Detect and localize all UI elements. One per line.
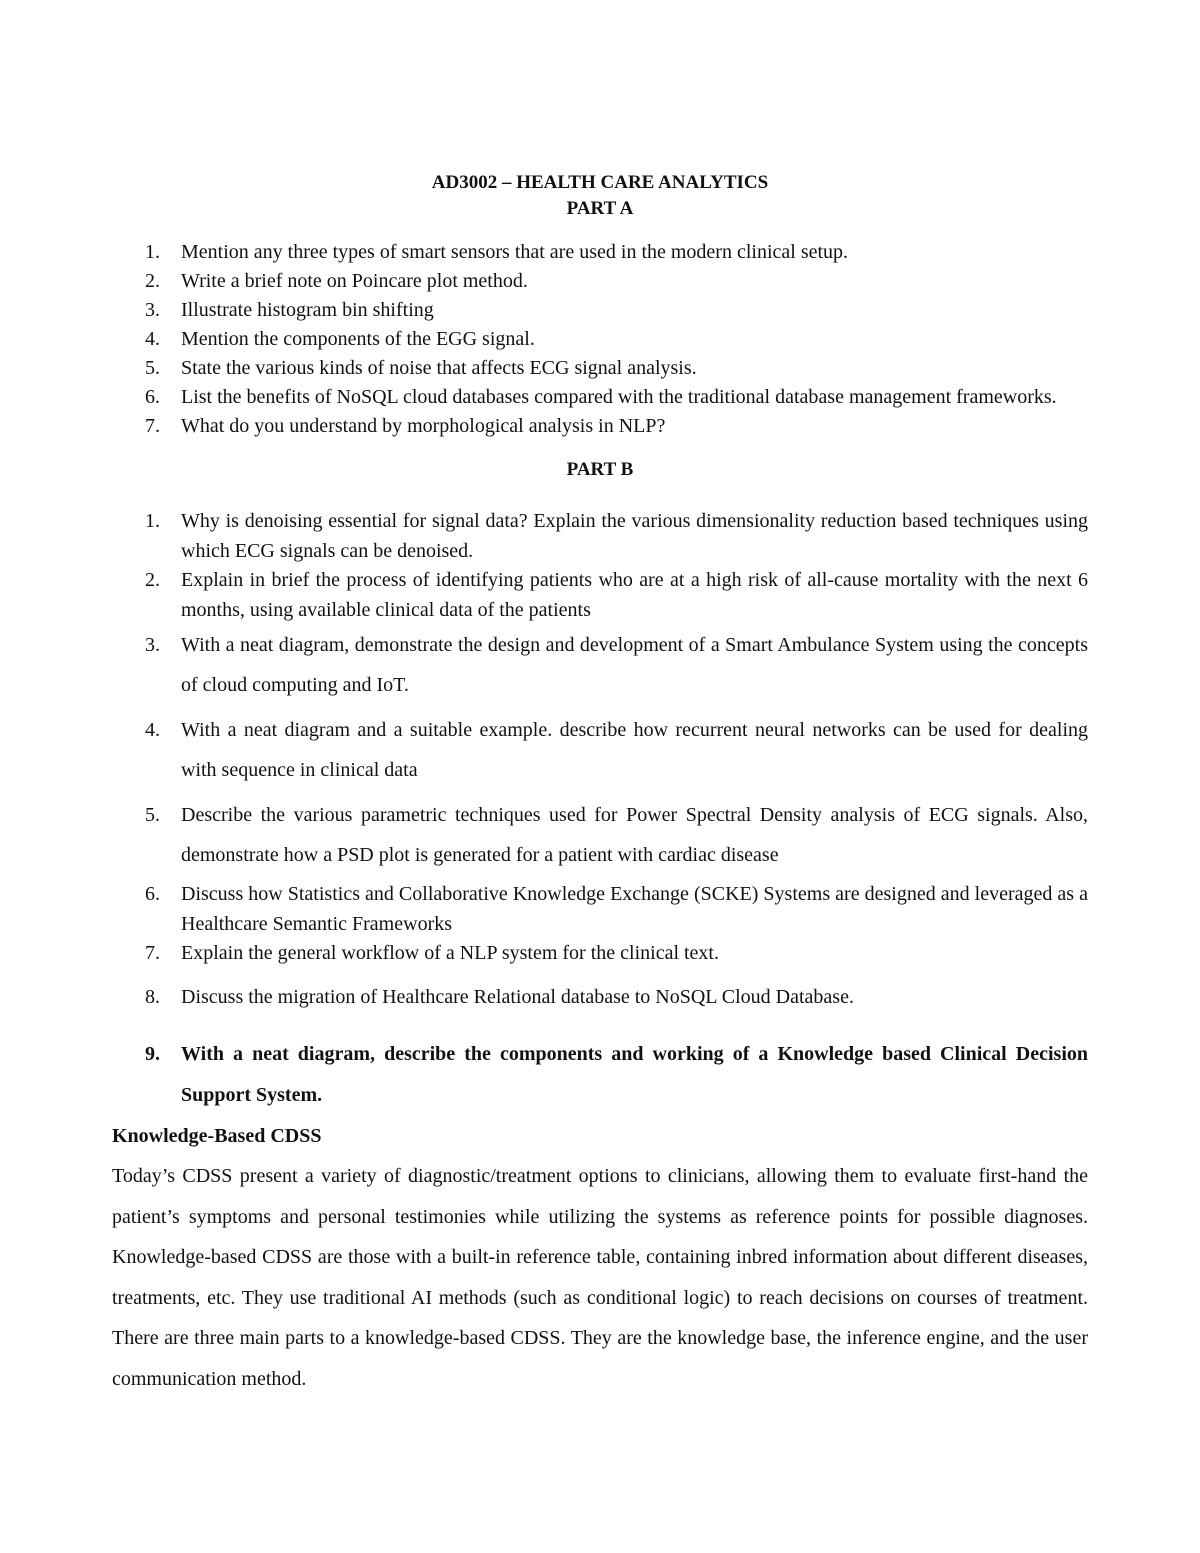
- part-a-question-2: [112, 267, 1088, 296]
- part-a-question-7: [112, 412, 1088, 441]
- document-page: [112, 170, 1088, 1399]
- question-text: Describe the various parametric techniques used for Power Spectral Density analysis of ECG signals. Also, demonstrate how a PSD plot is generated for a patient with cardiac disease: [181, 804, 1088, 866]
- question-text: Write a brief note on Poincare plot method.: [181, 270, 528, 292]
- part-b-question-9: [112, 1034, 1088, 1116]
- question-text: Explain in brief the process of identifying patients who are at a high risk of all-cause mortality with the next 6 months, using available clinical data of the patients: [181, 569, 1088, 621]
- question-text: State the various kinds of noise that affects ECG signal analysis.: [181, 357, 697, 379]
- question-number: 7.: [145, 415, 160, 437]
- question-number: 4.: [145, 719, 160, 741]
- question-number: 3.: [145, 634, 160, 656]
- part-b-question-3: [112, 625, 1088, 705]
- question-number: 6.: [145, 883, 160, 905]
- part-a-question-list: [112, 238, 1088, 441]
- part-b-question-list: [112, 507, 1088, 1116]
- part-a-heading: PART A: [566, 198, 634, 219]
- question-text: Mention the components of the EGG signal.: [181, 328, 535, 350]
- answer-heading: Knowledge-Based CDSS: [112, 1125, 322, 1147]
- question-number: 8.: [145, 985, 160, 1008]
- part-a-question-4: [112, 325, 1088, 354]
- question-text: List the benefits of NoSQL cloud databases compared with the traditional database management frameworks.: [181, 386, 1057, 408]
- part-b-question-2: [112, 566, 1088, 625]
- question-text: Mention any three types of smart sensors that are used in the modern clinical setup.: [181, 241, 849, 263]
- question-number: 1.: [145, 510, 160, 532]
- question-text: With a neat diagram and a suitable example. describe how recurrent neural networks can be used for dealing with sequence in clinical data: [181, 719, 1088, 781]
- question-text: With a neat diagram, describe the components and working of a Knowledge based Clinical Decision Support System.: [181, 1043, 1088, 1106]
- document-title: AD3002 – HEALTH CARE ANALYTICS: [431, 172, 769, 193]
- question-text: Discuss how Statistics and Collaborative Knowledge Exchange (SCKE) Systems are designed and leveraged as a Healthcare Semantic Frameworks: [181, 883, 1088, 935]
- question-text: What do you understand by morphological analysis in NLP?: [181, 415, 666, 437]
- question-number: 5.: [145, 804, 160, 826]
- part-a-question-6: [112, 383, 1088, 412]
- question-text: Explain the general workflow of a NLP system for the clinical text.: [181, 942, 719, 964]
- question-number: 7.: [145, 942, 160, 964]
- question-number: 2.: [145, 569, 160, 591]
- question-text: With a neat diagram, demonstrate the design and development of a Smart Ambulance System using the concepts of cloud computing and IoT.: [181, 634, 1088, 696]
- part-b-question-4: [112, 710, 1088, 790]
- part-a-question-5: [112, 354, 1088, 383]
- question-number: 1.: [145, 241, 160, 263]
- question-number: 4.: [145, 328, 160, 350]
- part-b-question-1: [112, 507, 1088, 566]
- part-a-question-1: [112, 238, 1088, 267]
- part-b-question-8: [112, 983, 1088, 1013]
- part-b-question-7: [112, 939, 1088, 969]
- question-number: 9.: [145, 1043, 160, 1065]
- question-text: Illustrate histogram bin shifting: [181, 299, 434, 321]
- question-number: 2.: [145, 270, 160, 292]
- question-number: 5.: [145, 357, 160, 379]
- part-b-question-6: [112, 880, 1088, 939]
- question-text: Discuss the migration of Healthcare Relational database to NoSQL Cloud Database.: [181, 985, 854, 1008]
- question-number: 3.: [145, 299, 160, 321]
- part-a-question-3: [112, 296, 1088, 325]
- part-b-heading: PART B: [566, 459, 634, 480]
- answer-paragraph: Today’s CDSS present a variety of diagnostic/treatment options to clinicians, allowing them to evaluate first-hand the patient’s symptoms and personal testimonies while utilizing the systems as reference points for possible diagnoses. Knowledge-based CDSS are those with a built-in reference table, containing inbred information about different diseases, treatments, etc. They use traditional AI methods (such as conditional logic) to reach decisions on courses of treatment. There are three main parts to a knowledge-based CDSS. They are the knowledge base, the inference engine, and the user communication method.: [112, 1165, 1088, 1390]
- question-text: Why is denoising essential for signal data? Explain the various dimensionality reduction based techniques using which ECG signals can be denoised.: [181, 510, 1088, 562]
- question-number: 6.: [145, 386, 160, 408]
- part-b-question-5: [112, 795, 1088, 875]
